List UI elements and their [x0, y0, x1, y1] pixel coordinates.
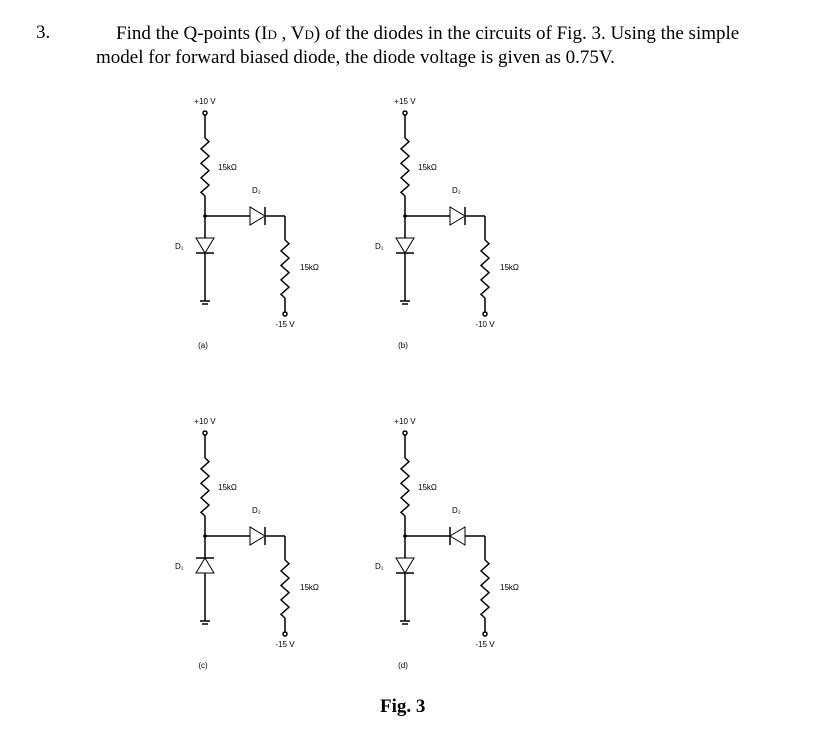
circuit-d-r2-label: 15kΩ	[500, 583, 519, 592]
circuit-a-r2-label: 15kΩ	[300, 263, 319, 272]
circuit-a-d1-label: D₁	[175, 242, 184, 251]
circuit-b-supply-terminal	[403, 111, 407, 115]
circuit-d-d2-diode	[450, 527, 465, 545]
circuit-c-d1-diode	[196, 558, 214, 573]
circuit-c-r1-label: 15kΩ	[218, 483, 237, 492]
question-line1-b: , V	[276, 23, 305, 44]
circuit-b-neg-label: -10 V	[475, 320, 495, 329]
circuit-b-r1-label: 15kΩ	[418, 163, 437, 172]
circuit-b-r2-label: 15kΩ	[500, 263, 519, 272]
circuit-d-supply-label: +10 V	[394, 417, 416, 426]
circuit-d-neg-label: -15 V	[475, 640, 495, 649]
question-line1-a: Find the Q-points (I	[116, 23, 268, 44]
circuit-b-d1-label: D₁	[375, 242, 384, 251]
circuit-b-d2-diode	[450, 207, 465, 225]
circuit-a-d1-diode	[196, 238, 214, 253]
circuit-c	[175, 417, 319, 670]
circuit-d-label: (d)	[398, 661, 408, 670]
circuit-b-d2-label: D₂	[452, 186, 461, 195]
question-line2: model for forward biased diode, the diode voltage is given as 0.75V.	[96, 47, 615, 68]
circuit-d-d1-label: D₁	[375, 562, 384, 571]
circuit-d-r1-label: 15kΩ	[418, 483, 437, 492]
circuit-b-supply-label: +15 V	[394, 97, 416, 106]
circuit-a-supply-label: +10 V	[194, 97, 216, 106]
circuit-b-d1-diode	[396, 238, 414, 253]
circuit-d-supply-terminal	[403, 431, 407, 435]
circuit-d-d1-diode	[396, 558, 414, 573]
circuit-c-neg-terminal	[283, 632, 287, 636]
circuit-c-d2-diode	[250, 527, 265, 545]
circuit-c-supply-label: +10 V	[194, 417, 216, 426]
circuit-a-d2-label: D₂	[252, 186, 261, 195]
circuit-b-label: (b)	[398, 341, 408, 350]
circuit-a	[175, 97, 319, 350]
subscript-d-2: D	[304, 27, 314, 42]
question-number: 3.	[36, 22, 51, 43]
circuit-d-neg-terminal	[483, 632, 487, 636]
circuit-a-neg-label: -15 V	[275, 320, 295, 329]
circuit-c-neg-label: -15 V	[275, 640, 295, 649]
figure-caption: Fig. 3	[380, 696, 426, 717]
circuit-d-d2-label: D₂	[452, 506, 461, 515]
circuit-c-d1-label: D₁	[175, 562, 184, 571]
circuit-c-r2-label: 15kΩ	[300, 583, 319, 592]
circuit-a-d2-diode	[250, 207, 265, 225]
subscript-d-1: D	[267, 27, 277, 42]
circuit-a-neg-terminal	[283, 312, 287, 316]
circuit-a-supply-terminal	[203, 111, 207, 115]
question-line1-c: ) of the diodes in the circuits of Fig. 3. Using the simple	[313, 23, 740, 44]
circuit-b-neg-terminal	[483, 312, 487, 316]
circuit-a-r1-label: 15kΩ	[218, 163, 237, 172]
circuit-c-supply-terminal	[203, 431, 207, 435]
circuit-b	[375, 97, 519, 350]
circuit-a-label: (a)	[198, 341, 208, 350]
circuit-c-label: (c)	[198, 661, 208, 670]
circuit-c-d2-label: D₂	[252, 506, 261, 515]
circuit-d	[375, 417, 519, 670]
